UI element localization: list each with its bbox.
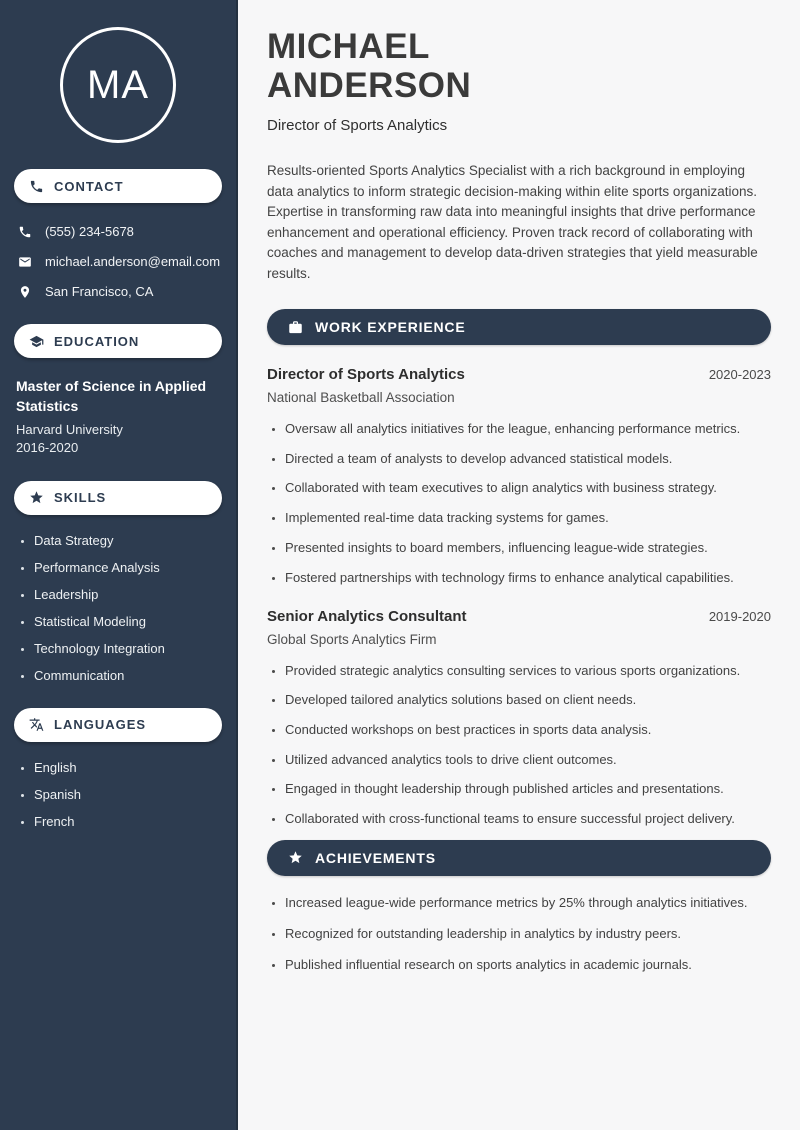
person-name bbox=[267, 28, 771, 105]
job-bullet: • Engaged in thought leadership through published articles and presentations. bbox=[285, 780, 771, 798]
contact-item-email bbox=[18, 254, 222, 269]
achievement-bullet: • Recognized for outstanding leadership in analytics by industry peers. bbox=[285, 925, 771, 943]
job-bullet-list bbox=[267, 420, 771, 587]
contact-item-phone bbox=[18, 224, 222, 239]
job-bullet: • Directed a team of analysts to develop advanced statistical models. bbox=[285, 450, 771, 468]
work-experience-section-header bbox=[267, 309, 771, 345]
professional-summary: Results-oriented Sports Analytics Specialist with a rich background in employing data analytics to inform strategic decision-making within elite sports organizations. Expertise in transforming raw data into meaningful insights that drive performance enhancement and operational efficiency. Proven track record of collaborating with coaches and management to develop data-driven strategies that yield measurable results. bbox=[267, 163, 758, 281]
email-address: michael.anderson@email.com bbox=[45, 254, 221, 269]
location-text: San Francisco, CA bbox=[45, 284, 154, 299]
achievements-section-header bbox=[267, 840, 771, 876]
phone-icon bbox=[18, 225, 32, 239]
experience-entry bbox=[267, 608, 771, 829]
languages-section-title: LANGUAGES bbox=[54, 717, 147, 733]
job-header bbox=[267, 608, 771, 625]
school-name: Harvard University bbox=[16, 421, 123, 437]
job-bullet: • Fostered partnerships with technology firms to enhance analytical capabilities. bbox=[285, 569, 771, 587]
degree-name: Master of Science in Applied Statistics bbox=[16, 378, 207, 414]
achievement-bullet: • Published influential research on sports analytics in academic journals. bbox=[285, 956, 771, 974]
resume-sidebar bbox=[0, 0, 238, 1130]
skill-item: • Technology Integration bbox=[34, 641, 222, 656]
contact-item-location bbox=[18, 284, 222, 299]
job-bullet-list bbox=[267, 662, 771, 829]
job-bullet: • Utilized advanced analytics tools to drive client outcomes. bbox=[285, 751, 771, 769]
skills-section-title: SKILLS bbox=[54, 490, 107, 506]
avatar-initials: MA bbox=[87, 62, 149, 107]
location-icon bbox=[18, 285, 32, 299]
skills-section-header bbox=[14, 481, 222, 515]
education-entry bbox=[16, 377, 220, 455]
experience-entry bbox=[267, 366, 771, 587]
contact-section-title: CONTACT bbox=[54, 178, 124, 194]
graduation-cap-icon bbox=[29, 334, 44, 349]
job-bullet: • Provided strategic analytics consulting services to various sports organizations. bbox=[285, 662, 771, 680]
achievement-bullet: • Increased league-wide performance metrics by 25% through analytics initiatives. bbox=[285, 894, 771, 912]
language-item: • English bbox=[34, 760, 222, 775]
job-title: Senior Analytics Consultant bbox=[267, 607, 467, 625]
phone-number: (555) 234-5678 bbox=[45, 224, 134, 239]
job-title: Director of Sports Analytics bbox=[267, 366, 465, 384]
headline-job-title: Director of Sports Analytics bbox=[267, 117, 448, 134]
first-name: MICHAEL bbox=[267, 27, 430, 66]
job-bullet: • Presented insights to board members, influencing league-wide strategies. bbox=[285, 539, 771, 557]
job-dates: 2019-2020 bbox=[708, 608, 771, 624]
job-company: National Basketball Association bbox=[267, 390, 455, 406]
job-bullet: • Collaborated with cross-functional teams to ensure successful project delivery. bbox=[285, 810, 771, 828]
briefcase-icon bbox=[288, 320, 303, 335]
skill-item: • Performance Analysis bbox=[34, 560, 222, 575]
phone-icon bbox=[29, 179, 44, 194]
skill-item: • Communication bbox=[34, 668, 222, 683]
skill-item: • Leadership bbox=[34, 587, 222, 602]
star-icon bbox=[288, 850, 303, 865]
translate-icon bbox=[29, 717, 44, 732]
skill-item: • Statistical Modeling bbox=[34, 614, 222, 629]
job-bullet: • Collaborated with team executives to align analytics with business strategy. bbox=[285, 479, 771, 497]
achievements-section-title: ACHIEVEMENTS bbox=[315, 849, 436, 866]
achievements-list bbox=[267, 894, 771, 975]
language-item: • French bbox=[34, 814, 222, 829]
star-icon bbox=[29, 490, 44, 505]
job-header bbox=[267, 366, 771, 383]
resume-main bbox=[238, 0, 800, 1130]
contact-section-header bbox=[14, 169, 222, 203]
language-item: • Spanish bbox=[34, 787, 222, 802]
job-company: Global Sports Analytics Firm bbox=[267, 631, 437, 647]
last-name: ANDERSON bbox=[267, 65, 472, 105]
education-years: 2016-2020 bbox=[16, 439, 79, 455]
skill-item: • Data Strategy bbox=[34, 533, 222, 548]
education-section-title: EDUCATION bbox=[54, 333, 140, 349]
job-bullet: • Implemented real-time data tracking systems for games. bbox=[285, 509, 771, 527]
languages-section-header bbox=[14, 708, 222, 742]
job-dates: 2020-2023 bbox=[708, 367, 771, 383]
work-experience-section-title: WORK EXPERIENCE bbox=[315, 319, 466, 336]
skills-list bbox=[14, 533, 222, 683]
mail-icon bbox=[18, 255, 32, 269]
languages-list bbox=[14, 760, 222, 829]
contact-list bbox=[18, 224, 222, 299]
job-bullet: • Conducted workshops on best practices in sports data analysis. bbox=[285, 721, 771, 739]
job-bullet: • Oversaw all analytics initiatives for the league, enhancing performance metrics. bbox=[285, 420, 771, 438]
avatar bbox=[60, 27, 176, 143]
job-bullet: • Developed tailored analytics solutions based on client needs. bbox=[285, 691, 771, 709]
education-section-header bbox=[14, 324, 222, 358]
